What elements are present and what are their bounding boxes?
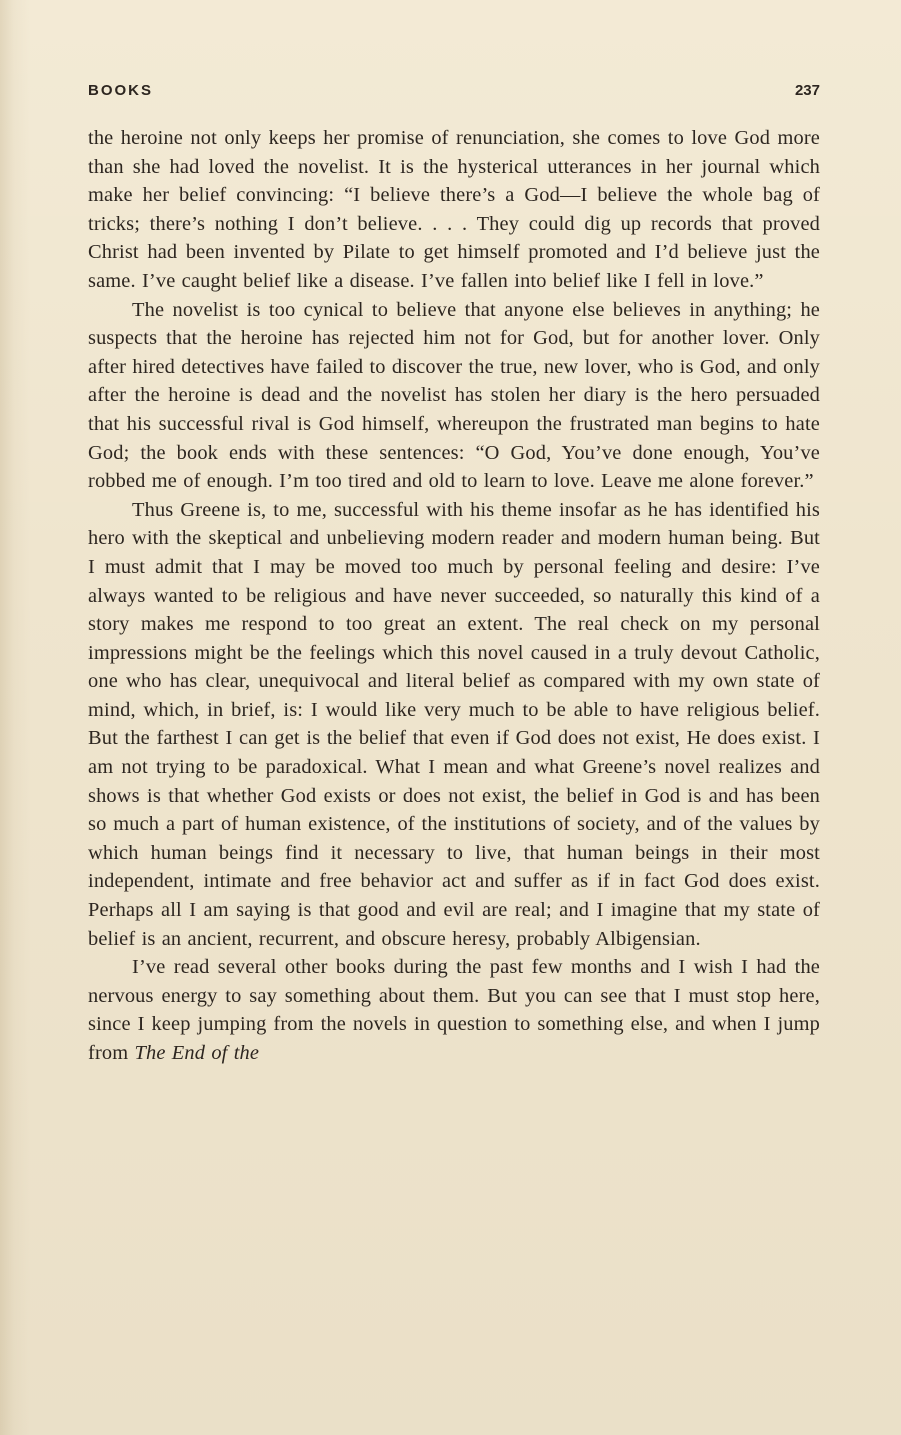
paragraph-closing-text: I’ve read several other books during the past few months and I wish I had the nervous energy to say something about them. But you can see that I must stop here, since I keep jumping from the novels in question to something else, and when I jump from: [88, 956, 820, 1064]
page-number: 237: [794, 82, 820, 99]
book-title-italic: The End of the: [134, 1042, 260, 1064]
section-title: BOOKS: [88, 82, 154, 99]
paragraph-continued: the heroine not only keeps her promise of renunciation, she comes to love God more than she had loved the novelist. It is the hysterical utterances in her journal which make her belief convincing: “I believe there’s a God—I believe the whole bag of tricks; there’s nothing I don’t believe. . . . They could dig up records that proved Christ had been invented by Pilate to get himself promoted and I’d believe just the same. I’ve caught belief like a disease. I’ve fallen into belief like I fell in love.”: [88, 127, 820, 292]
paragraph-closing: [88, 953, 820, 1067]
book-page: [88, 82, 820, 1068]
body-text: [88, 124, 820, 1068]
running-head: [88, 82, 820, 118]
paragraph-novelist: The novelist is too cynical to believe that anyone else believes in anything; he suspects that the heroine has rejected him not for God, but for another lover. Only after hired detectives have failed to discover the true, new lover, who is God, and only after the heroine is dead and the novelist has stolen her diary is the hero persuaded that his successful rival is God himself, whereupon the frustrated man begins to hate God; the book ends with these sentences: “O God, You’ve done enough, You’ve robbed me of enough. I’m too tired and old to learn to love. Leave me alone forever.”: [88, 298, 820, 493]
paragraph-greene-theme: Thus Greene is, to me, successful with his theme insofar as he has identified his hero with the skeptical and unbelieving modern reader and modern human being. But I must admit that I may be moved too much by personal feeling and desire: I’ve always wanted to be religious and have never succeeded, so naturally this kind of a story makes me respond to too great an extent. The real check on my personal impressions might be the feelings which this novel caused in a truly devout Catholic, one who has clear, unequivocal and literal belief as compared with my own state of mind, which, in brief, is: I would like very much to be able to have religious belief. But the farthest I can get is the belief that even if God does not exist, He does exist. I am not trying to be paradoxical. What I mean and what Greene’s novel realizes and shows is that whether God exists or does not exist, the belief in God is and has been so much a part of human existence, of the institutions of society, and of the values by which human beings find it necessary to live, that human beings in their most independent, intimate and free behavior act and suffer as if in fact God does exist. Perhaps all I am saying is that good and evil are real; and I imagine that my state of belief is an ancient, recurrent, and obscure heresy, probably Albigensian.: [88, 498, 820, 950]
